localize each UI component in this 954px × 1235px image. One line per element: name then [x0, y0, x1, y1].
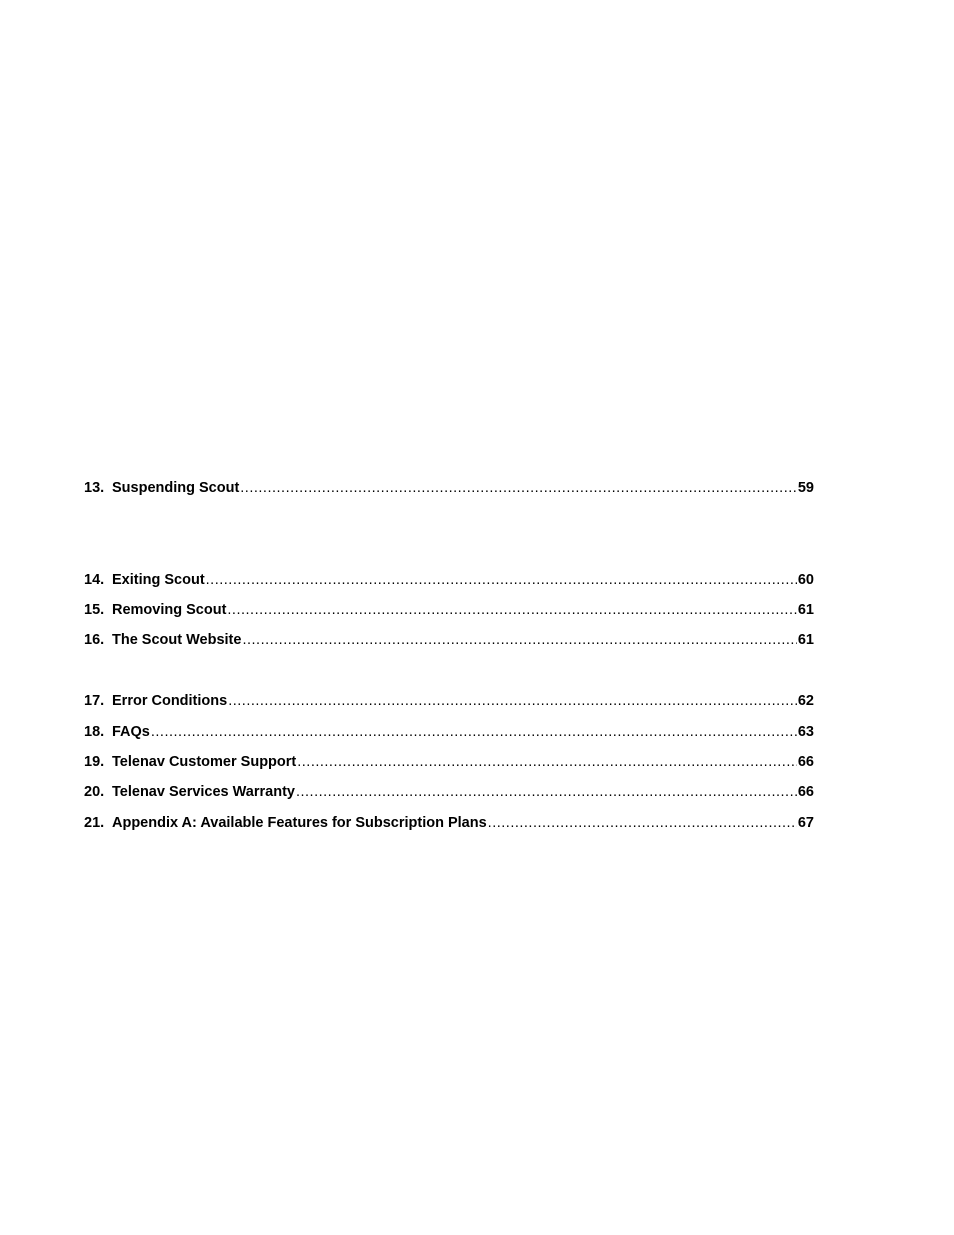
toc-entry-page: 66 — [797, 754, 814, 770]
toc-entry-title: Appendix A: Available Features for Subscription Plans — [112, 815, 487, 831]
toc-entry-appendix-a[interactable] — [84, 814, 814, 832]
toc-entry-number: 21. — [84, 815, 105, 831]
toc-entry-title: Error Conditions — [112, 693, 228, 709]
toc-dot-leader — [296, 783, 797, 801]
toc-entry-number: 14. — [84, 572, 105, 588]
toc-dot-leader — [242, 631, 796, 649]
toc-entry-number: 13. — [84, 480, 105, 496]
toc-entry-title: Exiting Scout — [112, 572, 205, 588]
toc-entry-scout-website[interactable] — [84, 631, 814, 649]
toc-entry-number: 18. — [84, 724, 105, 740]
toc-entry-suspending-scout[interactable] — [84, 479, 814, 497]
toc-dot-leader — [151, 723, 797, 741]
toc-entry-number: 20. — [84, 784, 105, 800]
toc-entry-title: The Scout Website — [112, 632, 242, 648]
toc-entry-page: 67 — [797, 815, 814, 831]
toc-entry-faqs[interactable] — [84, 723, 814, 741]
toc-entry-number: 17. — [84, 693, 105, 709]
toc-entry-page: 63 — [797, 724, 814, 740]
toc-entry-error-conditions[interactable] — [84, 692, 814, 710]
toc-dot-leader — [206, 571, 797, 589]
toc-entry-number: 16. — [84, 632, 105, 648]
toc-entry-title: Telenav Customer Support — [112, 754, 297, 770]
toc-entry-title: Suspending Scout — [112, 480, 240, 496]
toc-entry-number: 19. — [84, 754, 105, 770]
toc-entry-page: 60 — [797, 572, 814, 588]
toc-entry-title: Removing Scout — [112, 602, 227, 618]
toc-dot-leader — [227, 601, 796, 619]
toc-entry-page: 59 — [797, 480, 814, 496]
toc-entry-title: FAQs — [112, 724, 150, 740]
toc-entry-page: 61 — [797, 632, 814, 648]
toc-entry-page: 61 — [797, 602, 814, 618]
toc-dot-leader — [488, 814, 797, 832]
toc-entry-exiting-scout[interactable] — [84, 571, 814, 589]
toc-dot-leader — [297, 753, 797, 771]
toc-entry-removing-scout[interactable] — [84, 601, 814, 619]
toc-entry-services-warranty[interactable] — [84, 783, 814, 801]
toc-entry-page: 66 — [797, 784, 814, 800]
toc-entry-customer-support[interactable] — [84, 753, 814, 771]
toc-dot-leader — [240, 479, 797, 497]
toc-dot-leader — [228, 692, 797, 710]
toc-entry-number: 15. — [84, 602, 105, 618]
toc-entry-title: Telenav Services Warranty — [112, 784, 295, 800]
toc-entry-page: 62 — [797, 693, 814, 709]
